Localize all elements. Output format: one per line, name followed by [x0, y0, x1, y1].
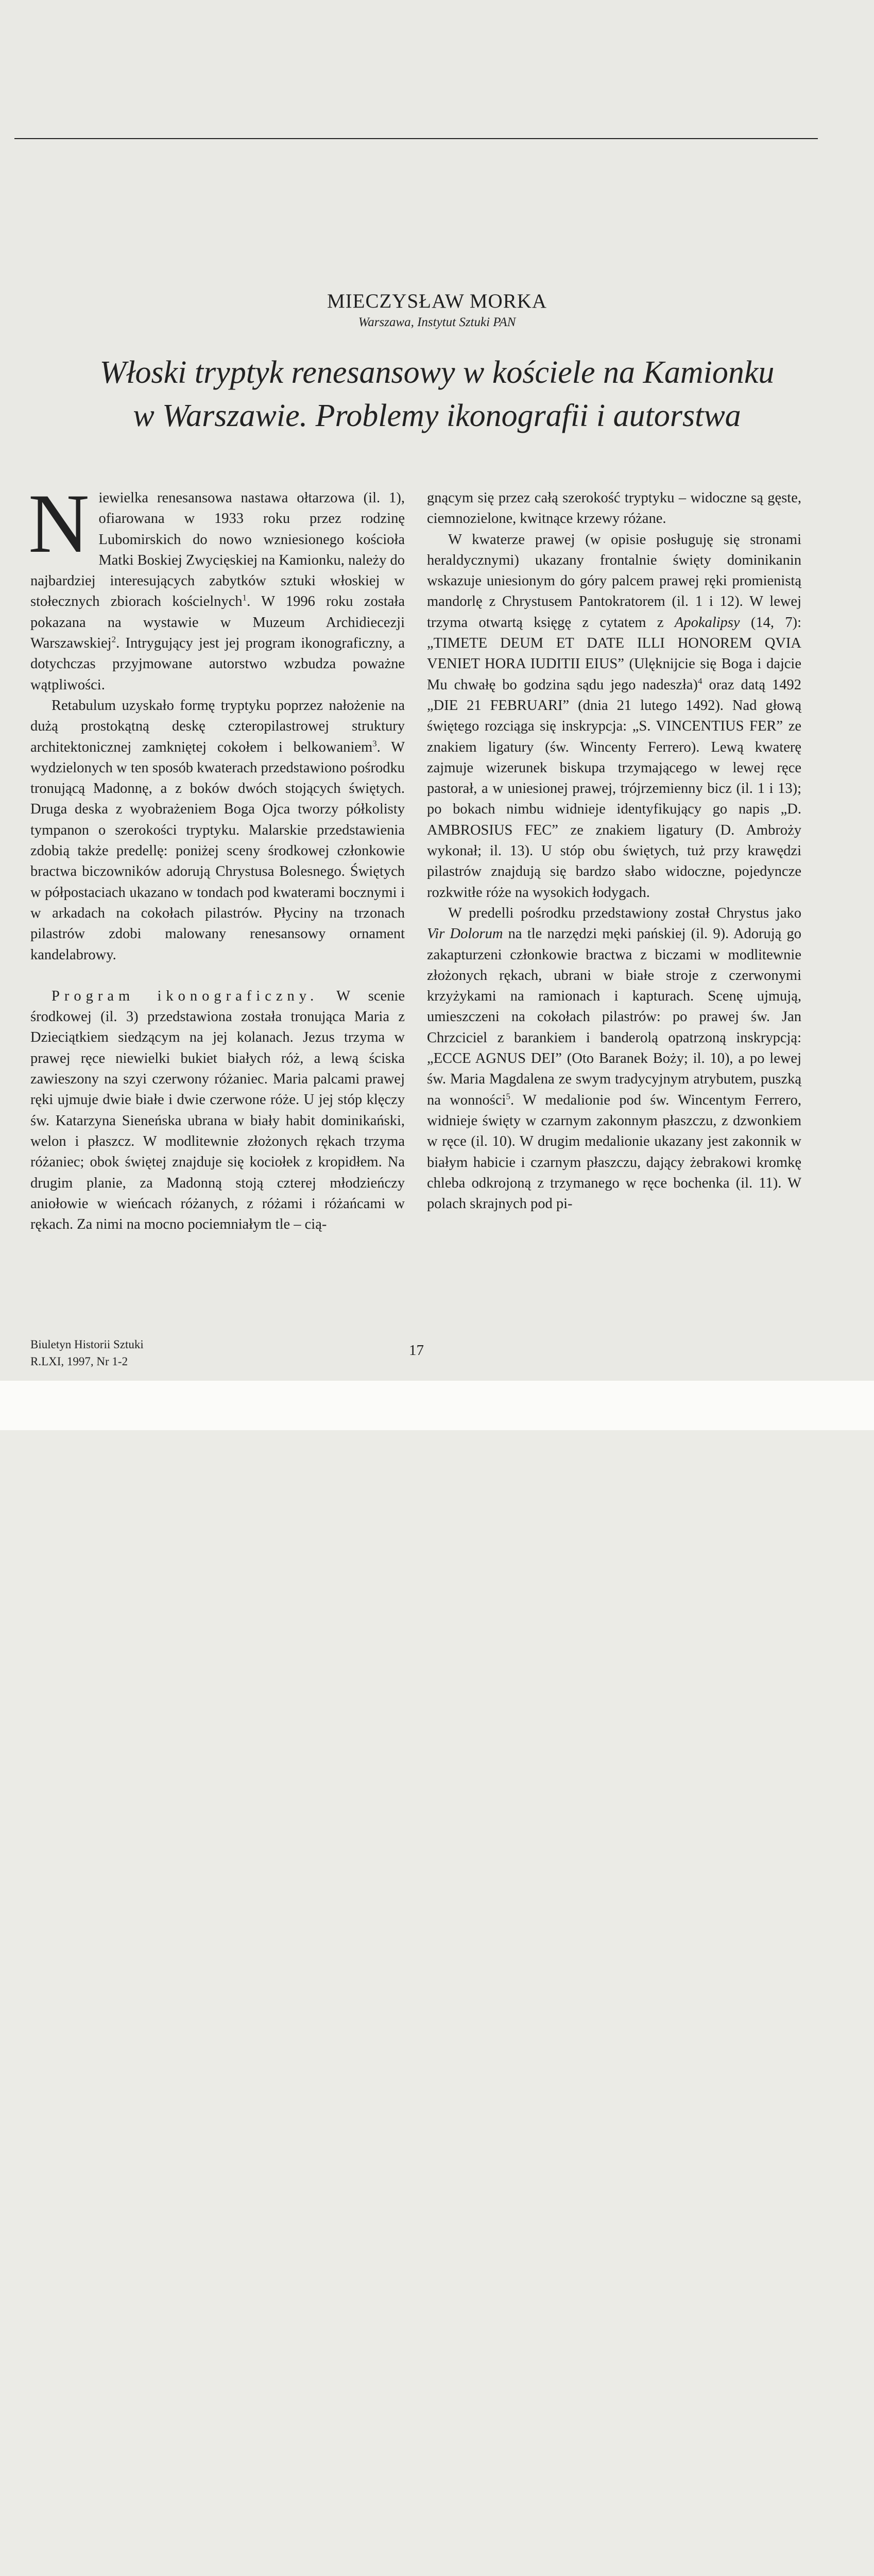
paragraph-intro	[28, 477, 405, 696]
paragraph-text: . Intrygujący jest jej program ikonograficzny, a dotychczas przyjmowane autorstwo wzbudza poważne wątpliwości.	[30, 635, 405, 693]
italic-text: Vir Dolorum	[427, 926, 503, 942]
journal-footer	[30, 1336, 144, 1370]
paragraph-text: oraz datą 1492 „DIE 21 FEBRUARI” (dnia 21 lutego 1492). Nad głową świętego rozciąga się inskrypcja: „S. VINCENTIUS FER” ze znakiem ligatury (św. Wincenty Ferrero). Lewą kwaterę zajmuje wizerunek biskupa trzymającego w lewej ręce pastorał, a w uniesionej prawej, trójrzemienny bicz (il. 1 i 13); po bokach nimbu widnieje identyfikujący go napis „D. AMBROSIUS FEC” ze znakiem ligatury (D. Ambroży wykonał; il. 13). U stóp obu świętych, tuż przy krawędzi pilastrów znajdują się bardzo słabo widoczne, pojedyncze rozkwitłe róże na wysokich łodygach.	[427, 676, 801, 901]
paragraph-text: iewielka renesansowa nastawa ołtarzowa (il. 1), ofiarowana w 1933 roku przez rodzinę Lubomirskich do nowo wzniesionego kościoła Matki Boskiej Zwycięskiej na Kamionku, należy do najbardziej interesujących zabytków sztuki włoskiej w stołecznych zbiorach kościelnych	[30, 490, 405, 610]
digital-library-bar	[0, 1381, 874, 1430]
footnote-ref: 3	[372, 738, 377, 749]
paragraph-text: na tle narzędzi męki pańskiej (il. 9). Adorują go zakapturzeni członkowie bractwa z biczami w modlitewnie złożonych rękach, ubrani w białe stroje z czerwonymi krzyżykami na ramionach i kapturach. Scenę ujmują, umieszczeni na cokołach pilastrów: po prawej św. Jan Chrzciciel z barankiem i banderolą opatrzoną inskrypcją: „ECCE AGNUS DEI” (Oto Baranek Boży; il. 10), a po lewej św. Maria Magdalena ze swym tradycyjnym atrybutem, puszką na wonności	[427, 926, 801, 1108]
paragraph-text: . W 1996 roku została pokazana na wystawie w Muzeum Archidiecezji Warszawskiej	[30, 594, 405, 652]
paragraph-text: W scenie środkowej (il. 3) przedstawiona została tronująca Maria z Dzieciątkiem siedzącym na jej kolanach. Jezus trzyma w prawej ręce niewielki bukiet białych róż, a lewą ściska zawieszony na szyi czerwony różaniec. Maria palcami prawej ręki ujmuje dwie białe i dwie czerwone róże. U jej stóp klęczy św. Katarzyna Sieneńska ubrana w biały habit dominikański, welon i płaszcz. W modlitewnie złożonych rękach trzyma różaniec; obok świętej znajduje się kociołek z kropidłem. Na drugim planie, za Madonną stoją czterej młodzieńczy aniołowie w wieńcach różanych, z różami i różańcami w rękach. Za nimi na mocno pociemniałym tle – cią-	[30, 988, 405, 1233]
article-title-line-2: w Warszawie. Problemy ikonografii i autorstwa	[133, 398, 741, 433]
paragraph-continued: gnącym się przez całą szerokość tryptyku – widoczne są gęste, ciemnozielone, kwitnące krzewy różane.	[427, 490, 801, 527]
text-column-right	[427, 488, 801, 1214]
page-number: 17	[409, 1342, 424, 1359]
text-column-left	[28, 477, 405, 1235]
paragraph-text: Retabulum uzyskało formę tryptyku poprzez nałożenie na dużą prostokątną deskę czteropilastrowej struktury architektonicznej zamkniętej cokołem i belkowaniem	[30, 697, 405, 755]
paragraph-predella	[427, 903, 801, 1214]
paragraph-text: W predelli pośrodku przedstawiony został Chrystus jako	[448, 905, 801, 921]
paragraph-text: . W wydzielonych w ten sposób kwaterach przedstawiono pośrodku tronującą Madonnę, a z boków dwóch stojących świętych. Druga deska z wyobrażeniem Boga Ojca tworzy półkolisty tympanon o szerokości tryptyku. Malarskie przedstawienia zdobią także predellę: poniżej sceny środkowej członkowie bractwa biczowników adorują Chrystusa Bolesnego. Świętych w półpostaciach ukazano w tondach pod kwaterami bocznymi i w arkadach na cokołach pilastrów. Płyciny na trzonach pilastrów zdobi malowany renesansowy ornament kandelabrowy.	[30, 739, 405, 963]
author-affiliation: Warszawa, Instytut Sztuki PAN	[358, 315, 516, 329]
paragraph-retabulum	[30, 696, 405, 965]
header-rule	[14, 138, 818, 139]
footnote-ref: 1	[242, 592, 247, 603]
paragraph-text: W kwaterze prawej (w opisie posługuję się stronami heraldycznymi) ukazany frontalnie święty dominikanin wskazuje uniesionym do góry palcem prawej ręki promienistą mandorlę z Chrystusem Pantokratorem (il. 1 i 12). W lewej trzyma otwartą księgę z cytatem z	[427, 531, 801, 631]
footnote-ref: 4	[697, 676, 702, 686]
section-heading: Program ikonograficzny.	[52, 988, 319, 1004]
paragraph-text: (14, 7): „TIMETE DEUM ET DATE ILLI HONOREM QVIA VENIET HORA IUDITII EIUS” (Ulęknijcie się Boga i dajcie Mu chwałę bo godzina sądu jego nadeszła)	[427, 614, 801, 693]
journal-volume: R.LXI, 1997, Nr 1-2	[30, 1355, 128, 1368]
footnote-ref: 2	[111, 634, 116, 645]
paragraph-right-panel	[427, 530, 801, 903]
journal-name: Biuletyn Historii Sztuki	[30, 1338, 144, 1351]
italic-text: Apokalipsy	[674, 614, 740, 631]
paragraph-program	[30, 986, 405, 1235]
article-title-line-1: Włoski tryptyk renesansowy w kościele na Kamionku	[99, 355, 775, 390]
paragraph-text: . W medalionie pod św. Wincentym Ferrero, widnieje święty w czarnym zakonnym płaszczu, z dzwonkiem w ręce (il. 10). W drugim medalionie ukazany jest zakonnik w białym habicie i czarnym płaszczu, dający żebrakowi kromkę chleba odkrojoną z trzymanego w ręce bochenka (il. 11). W polach skrajnych pod pi-	[427, 1092, 802, 1212]
footnote-ref: 5	[506, 1091, 510, 1101]
drop-cap: N	[28, 477, 90, 570]
article-author: MIECZYSŁAW MORKA	[327, 290, 547, 312]
